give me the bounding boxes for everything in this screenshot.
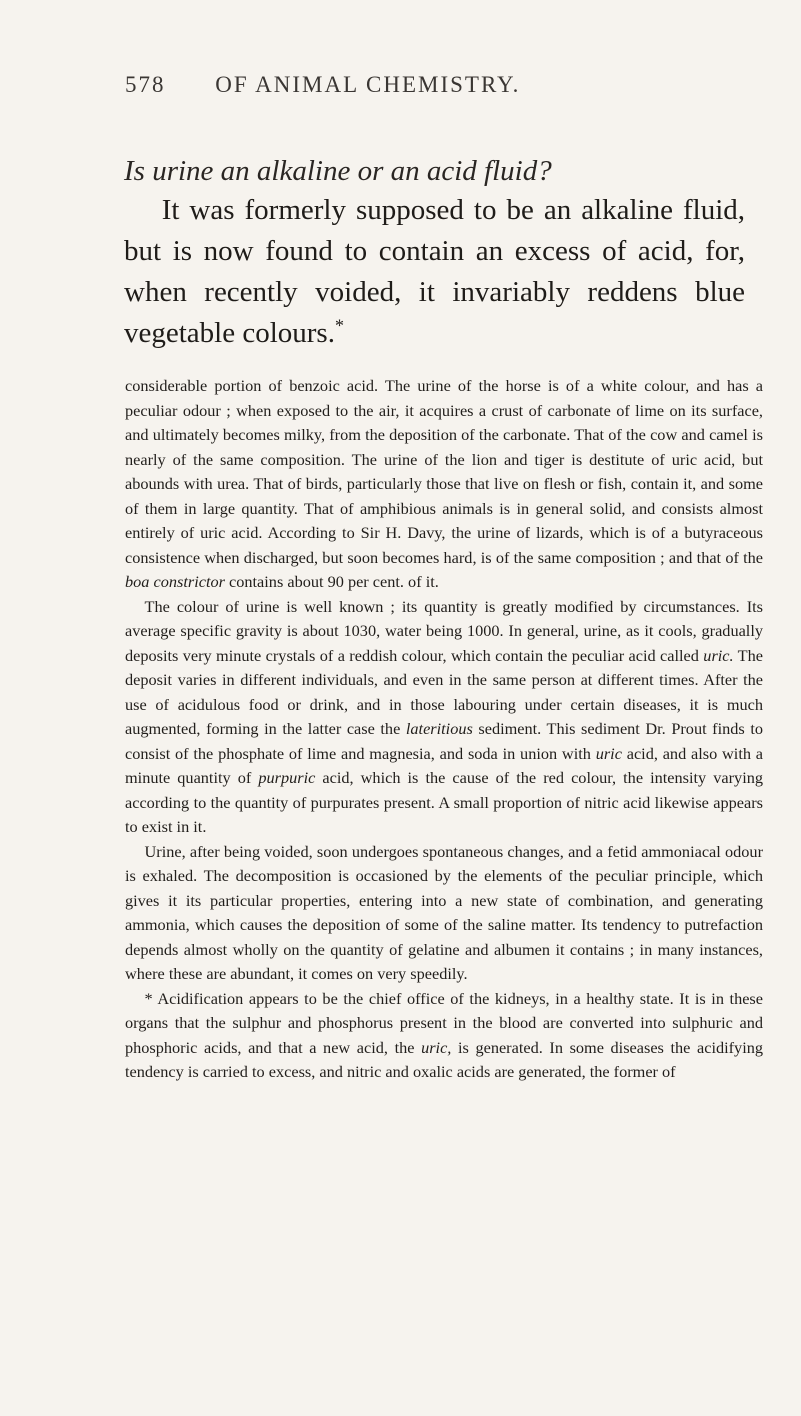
text-run: Acidification appears to be the chief office of the kidneys, in a healthy state. It is in these organs that the sulphur and phosphorus present in the blood are converted into sulphuric and phosphoric acids, and that a new acid, the <box>125 988 763 1057</box>
text-run: contains about 90 per cent. of it. <box>224 572 439 591</box>
footnote-reference: * <box>334 315 344 336</box>
paragraph-colour-of-urine <box>125 595 763 840</box>
text-run: sediment. This sediment Dr. Prout finds to consist of the phosphate of lime and magnesia, and soda in union with <box>125 719 763 763</box>
text-run: The colour of urine is well known ; its quantity is greatly modified by circumstances. Its average specific gravity is about 1030, water being 1000. In general, urine, as it cools, gradually deposits very minute crystals of a reddish colour, which contain the peculiar acid called <box>125 596 763 665</box>
lead-text: It was formerly supposed to be an alkaline fluid, but is now found to contain an excess of acid, for, when recently voided, it invariably reddens blue vegetable colours. <box>124 194 745 349</box>
paragraph-decomposition: Urine, after being voided, soon undergoes spontaneous changes, and a fetid ammoniacal odour is exhaled. The decomposition is occasioned by the elements of the peculiar principle, which gives it its particular properties, entering into a new state of combination, and generating ammonia, which causes the deposition of some of the saline matter. Its tendency to putrefaction depends almost wholly on the quantity of gelatine and albumen it contains ; in many instances, where these are abundant, it comes on very speedily. <box>125 841 763 983</box>
lead-paragraph <box>124 190 745 354</box>
running-header <box>125 72 761 98</box>
text-run: acid, and also with a minute quantity of <box>125 743 764 787</box>
text-run: The deposit varies in different individuals, and even in the same person at different times. After the use of acidulous food or drink, and in those labouring under certain diseases, it is much augmented, forming in the latter case the <box>125 645 763 738</box>
italic-term: boa constrictor <box>125 572 225 591</box>
text-run: is generated. In some diseases the acidifying tendency is carried to excess, and nitric and oxalic acids are generated, the former of <box>125 1037 763 1081</box>
footnote <box>125 987 763 1085</box>
italic-term: uric. <box>703 645 734 665</box>
section-question-title: Is urine an alkaline or an acid fluid? <box>124 155 552 187</box>
paragraph-animal-urine <box>125 374 763 595</box>
page-number: 578 <box>125 72 166 97</box>
italic-term: uric <box>595 743 622 763</box>
italic-term: purpuric <box>258 768 316 787</box>
text-run: considerable portion of benzoic acid. The urine of the horse is of a white colour, and has a peculiar odour ; when exposed to the air, it acquires a crust of carbonate of lime on its surface, and ultimately becomes milky, from the deposition of the carbonate. That of the cow and camel is nearly of the same composition. The urine of the lion and tiger is destitute of uric acid, but abounds with urea. That of birds, particularly those that live on flesh or fish, contain it, and some of them in large quantity. That of amphibious animals is in general solid, and consists almost entirely of uric acid. According to Sir H. Davy, the urine of lizards, which is of a butyraceous consistence when discharged, but soon becomes hard, is of the same composition ; and that of the <box>125 376 763 567</box>
running-title: OF ANIMAL CHEMISTRY. <box>215 72 521 97</box>
text-run: acid, which is the cause of the red colour, the intensity varying according to the quantity of purpurates present. A small proportion of nitric acid likewise appears to exist in it. <box>125 768 764 836</box>
footnote-mark: * <box>144 988 153 1008</box>
italic-term: uric, <box>421 1037 452 1057</box>
body-text <box>125 374 763 1085</box>
italic-term: lateritious <box>405 719 473 738</box>
